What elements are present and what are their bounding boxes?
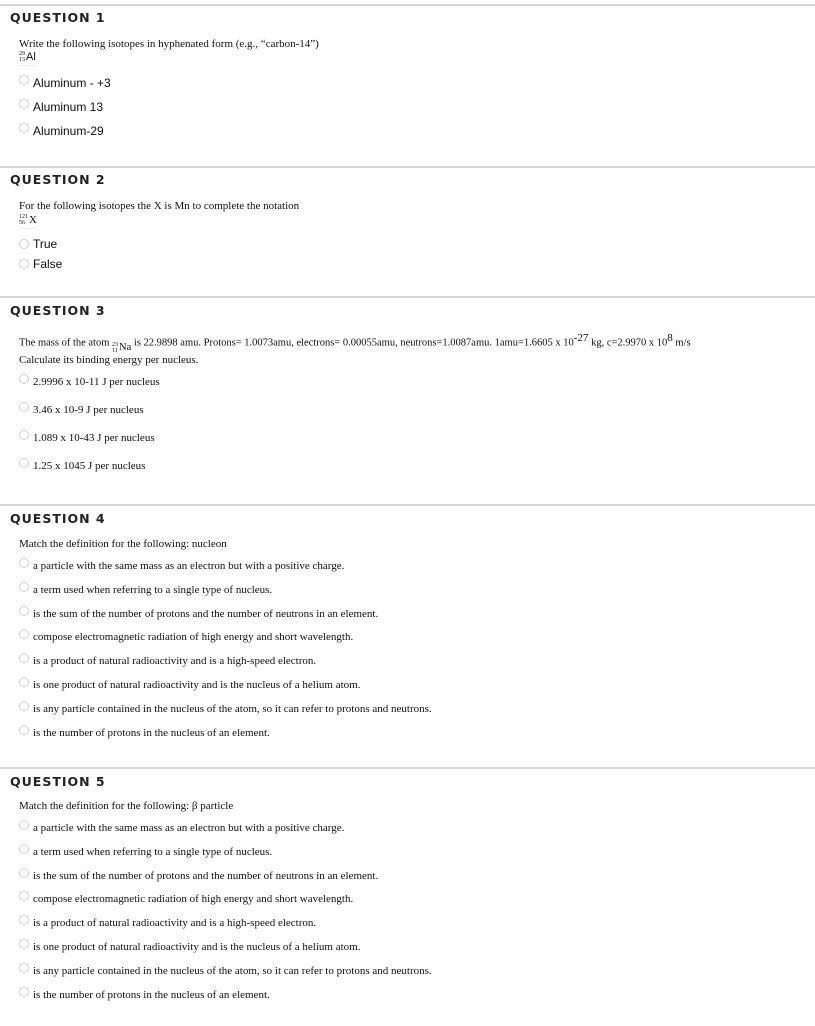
option-label: 2.9996 x 10	[33, 376, 86, 388]
atomic-number: 13	[19, 57, 25, 63]
answer-option[interactable]	[19, 584, 272, 596]
answer-option[interactable]	[19, 727, 270, 739]
radio-button[interactable]	[19, 75, 29, 85]
question-header: QUESTION 4	[10, 511, 106, 526]
option-label: is any particle contained in the nucleus of the atom, so it can refer to protons and neutrons.	[33, 702, 432, 715]
option-label: Aluminum-29	[33, 124, 104, 138]
atomic-number: 11	[112, 347, 118, 354]
prompt-text: m/s	[675, 337, 691, 349]
answer-option[interactable]	[19, 404, 144, 416]
isotope-notation	[19, 51, 36, 66]
option-unit: J per nucleus	[102, 376, 160, 388]
prompt-text: kg, c=2.9970 x 10	[591, 337, 668, 349]
radio-button[interactable]	[19, 259, 29, 269]
radio-button[interactable]	[19, 915, 29, 925]
radio-button[interactable]	[19, 629, 29, 639]
option-label: Aluminum 13	[33, 100, 104, 114]
exponent: 45	[74, 460, 86, 472]
option-unit: J per nucleus	[86, 404, 144, 416]
radio-button[interactable]	[19, 701, 29, 711]
answer-option[interactable]	[19, 460, 145, 472]
option-label: True	[33, 237, 58, 251]
option-label: is the sum of the number of protons and the number of neutrons in an element.	[33, 869, 379, 882]
radio-button[interactable]	[19, 963, 29, 973]
radio-button[interactable]	[19, 99, 29, 109]
element-symbol: X	[29, 214, 37, 226]
mass-number: 121	[19, 214, 28, 220]
radio-button[interactable]	[19, 677, 29, 687]
option-label: a particle with the same mass as an electron but with a positive charge.	[33, 822, 345, 834]
option-label: 3.46 x 10	[33, 404, 75, 416]
radio-button[interactable]	[19, 653, 29, 663]
question-header: QUESTION 2	[10, 172, 106, 187]
exponent: -11	[85, 376, 100, 388]
option-label: Aluminum - +3	[33, 76, 111, 90]
radio-button[interactable]	[19, 374, 29, 384]
isotope-notation	[19, 214, 37, 229]
question-header: QUESTION 1	[10, 10, 106, 25]
question-5	[0, 767, 815, 1026]
answer-option[interactable]	[19, 917, 316, 929]
option-label: a particle with the same mass as an electron but with a positive charge.	[33, 560, 345, 572]
option-label: a term used when referring to a single type of nucleus.	[33, 845, 273, 858]
radio-button[interactable]	[19, 430, 29, 440]
option-unit: J per nucleus	[88, 460, 146, 472]
radio-button[interactable]	[19, 939, 29, 949]
answer-option[interactable]	[19, 257, 62, 271]
answer-option[interactable]	[19, 846, 272, 858]
question-prompt	[19, 332, 691, 354]
answer-option[interactable]	[19, 941, 360, 953]
exponent: -9	[74, 404, 84, 416]
radio-button[interactable]	[19, 987, 29, 997]
element-symbol: Al	[26, 51, 36, 63]
radio-button[interactable]	[19, 582, 29, 592]
answer-option[interactable]	[19, 965, 432, 977]
option-label: is the number of protons in the nucleus of an element.	[33, 988, 270, 1001]
option-label: 1.089 x 10	[33, 432, 80, 444]
prompt-text: is 22.9898 amu. Protons= 1.0073amu, electrons= 0.00055amu, neutrons=1.0087amu. 1amu=1.6605 x 10	[133, 337, 574, 349]
exponent: -43	[79, 432, 95, 444]
radio-button[interactable]	[19, 558, 29, 568]
radio-button[interactable]	[19, 820, 29, 830]
answer-option[interactable]	[19, 76, 111, 90]
question-2	[0, 166, 815, 296]
radio-button[interactable]	[19, 891, 29, 901]
radio-button[interactable]	[19, 123, 29, 133]
answer-option[interactable]	[19, 376, 160, 388]
question-1	[0, 4, 815, 166]
answer-option[interactable]	[19, 893, 353, 905]
option-label: is the sum of the number of protons and the number of neutrons in an element.	[33, 607, 379, 620]
radio-button[interactable]	[19, 458, 29, 468]
radio-button[interactable]	[19, 844, 29, 854]
answer-option[interactable]	[19, 703, 432, 715]
option-label: is one product of natural radioactivity and is the nucleus of a helium atom.	[33, 679, 361, 691]
option-label: is a product of natural radioactivity and is a high-speed electron.	[33, 917, 317, 930]
question-prompt: Match the definition for the following: nucleon	[19, 538, 227, 550]
question-header: QUESTION 3	[10, 303, 106, 318]
answer-option[interactable]	[19, 432, 155, 444]
exponent: 8	[667, 332, 673, 344]
radio-button[interactable]	[19, 239, 29, 249]
answer-option[interactable]	[19, 237, 57, 251]
option-unit: J per nucleus	[97, 432, 155, 444]
exponent: -27	[573, 332, 589, 344]
prompt-text: The mass of the atom	[19, 337, 110, 349]
option-label: is a product of natural radioactivity and is a high-speed electron.	[33, 655, 317, 668]
option-label: False	[33, 257, 63, 271]
option-label: 1.25 x 10	[33, 460, 75, 472]
answer-option[interactable]	[19, 679, 360, 691]
option-label: is the number of protons in the nucleus of an element.	[33, 726, 270, 739]
radio-button[interactable]	[19, 868, 29, 878]
question-prompt: Match the definition for the following: β particle	[19, 800, 234, 812]
answer-option[interactable]	[19, 655, 316, 667]
radio-button[interactable]	[19, 402, 29, 412]
mass-number: 23	[112, 341, 119, 348]
question-prompt: Write the following isotopes in hyphenated form (e.g., “carbon-14”)	[19, 38, 319, 50]
answer-option[interactable]	[19, 608, 378, 620]
option-label: is one product of natural radioactivity and is the nucleus of a helium atom.	[33, 941, 361, 953]
mass-number: 29	[19, 51, 25, 57]
question-prompt-2: Calculate its binding energy per nucleus.	[19, 354, 199, 366]
answer-option[interactable]	[19, 870, 378, 882]
option-label: compose electromagnetic radiation of high energy and short wavelength.	[33, 631, 354, 644]
question-3	[0, 296, 815, 504]
option-label: a term used when referring to a single type of nucleus.	[33, 583, 273, 596]
answer-option[interactable]	[19, 631, 353, 643]
answer-option[interactable]	[19, 124, 104, 138]
radio-button[interactable]	[19, 606, 29, 616]
answer-option[interactable]	[19, 560, 344, 572]
question-4	[0, 504, 815, 767]
question-prompt: For the following isotopes the X is Mn to complete the notation	[19, 200, 300, 212]
answer-option[interactable]	[19, 989, 270, 1001]
element-symbol: Na	[119, 342, 132, 353]
answer-option[interactable]	[19, 100, 103, 114]
atomic-number: 56	[19, 220, 25, 226]
question-header: QUESTION 5	[10, 774, 106, 789]
option-label: compose electromagnetic radiation of high energy and short wavelength.	[33, 893, 354, 906]
radio-button[interactable]	[19, 725, 29, 735]
option-label: is any particle contained in the nucleus of the atom, so it can refer to protons and neutrons.	[33, 964, 432, 977]
answer-option[interactable]	[19, 822, 344, 834]
